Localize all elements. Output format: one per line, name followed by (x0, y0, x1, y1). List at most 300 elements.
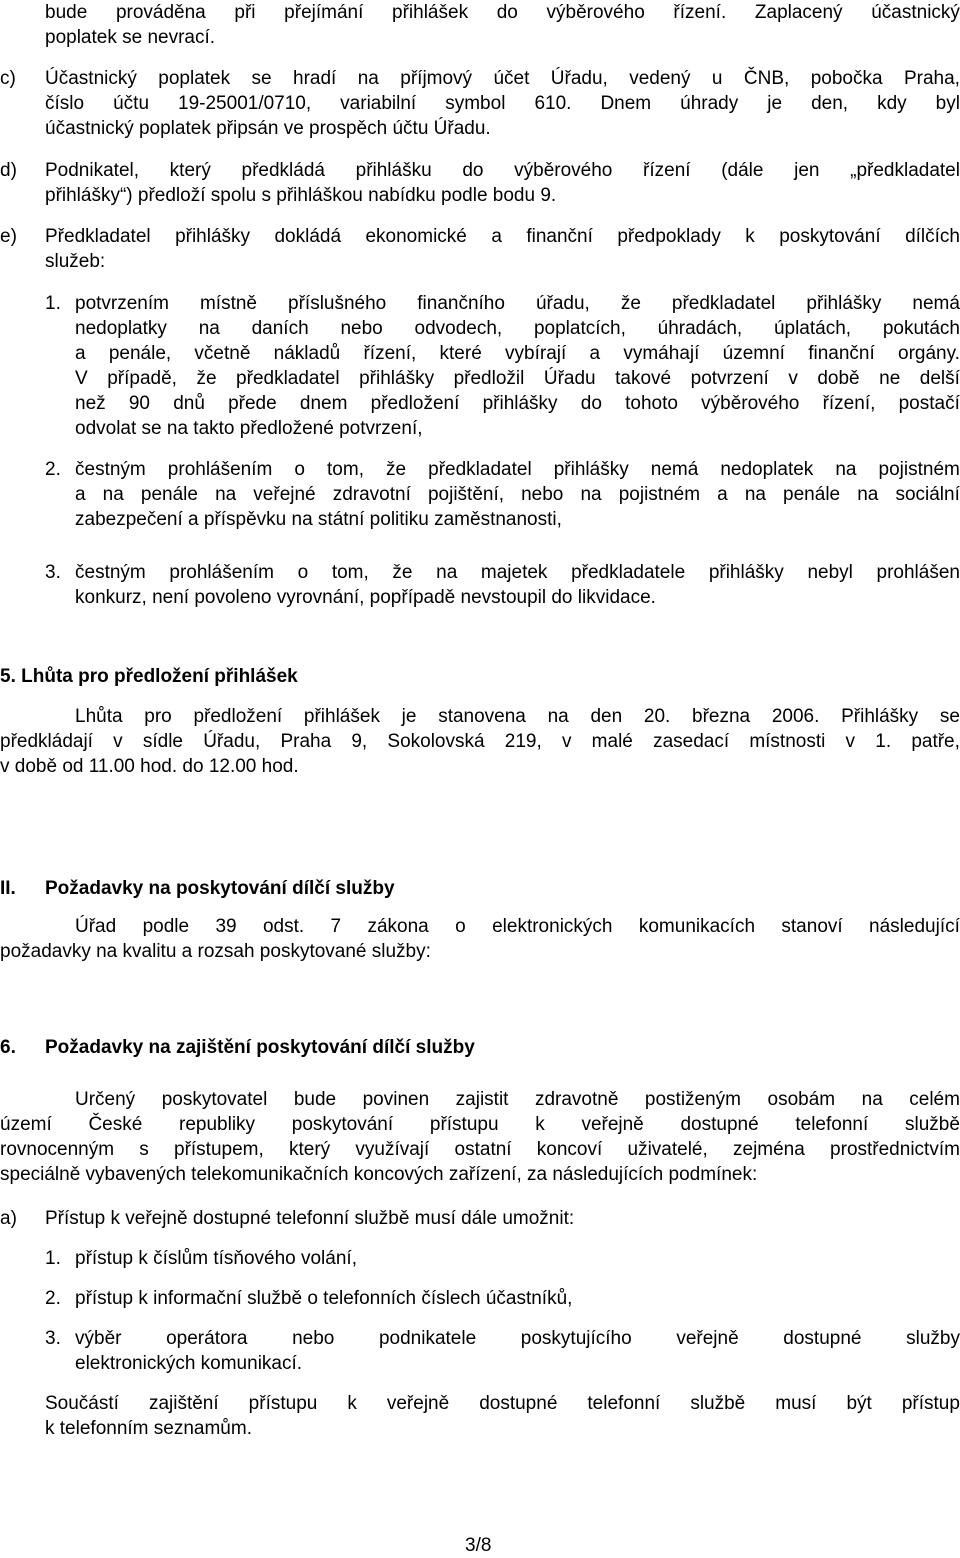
item-e-line-1 (45, 224, 960, 249)
word: který (169, 160, 211, 181)
word: veřejně (581, 1114, 644, 1135)
word: pojistném (618, 484, 701, 505)
item-e-line-2: služeb: (45, 251, 106, 272)
justified-line (45, 91, 960, 116)
word: přihlášek (303, 706, 380, 727)
word: předložení (193, 706, 283, 727)
word: úřadu, (535, 293, 590, 314)
word: nedoplatky (75, 318, 167, 339)
word: 20. (643, 706, 671, 727)
word: dokládá (274, 226, 342, 247)
word: patře, (911, 731, 960, 752)
word: územní (722, 343, 785, 364)
word: službě (904, 1114, 960, 1135)
word: účastnický (871, 2, 960, 23)
word: přístupu (248, 1393, 318, 1414)
section-6-line-3 (0, 1137, 960, 1162)
word: V (75, 368, 88, 389)
word: nákladů (273, 343, 341, 364)
word: penále, (108, 343, 172, 364)
word: včetně (194, 343, 251, 364)
word: do (462, 160, 484, 181)
word: stanoví (781, 916, 843, 937)
section-6-line-1 (75, 1087, 960, 1112)
item-e3-marker: 3. (45, 562, 61, 583)
word: telefonní (587, 1393, 661, 1414)
word: přihlášku (355, 160, 432, 181)
word: veřejně (676, 1328, 739, 1349)
word: služby (906, 1328, 960, 1349)
word: že (386, 459, 407, 480)
section-6-line-2 (0, 1112, 960, 1137)
word: přihlášky (175, 226, 251, 247)
word: příslušného (288, 293, 387, 314)
justified-line (75, 341, 960, 366)
word: do (496, 2, 518, 23)
item-e2-line-3: zabezpečení a příspěvku na státní politiku zaměstnanosti, (75, 509, 562, 530)
word: 7 (330, 916, 342, 937)
justified-line (75, 366, 960, 391)
word: výběr (75, 1328, 122, 1349)
word: telefonní (795, 1114, 869, 1135)
word: předložil (453, 368, 525, 389)
word: takové (615, 368, 672, 389)
word: řízení, (363, 343, 417, 364)
word: dílčích (905, 226, 960, 247)
word: pokutách (882, 318, 960, 339)
word: prostřednictvím (830, 1139, 960, 1160)
word: k (535, 1114, 545, 1135)
word: dnů (173, 393, 205, 414)
word: tohoto (625, 393, 678, 414)
word: potvrzení (690, 368, 769, 389)
word: předkládají (0, 731, 93, 752)
justified-line (75, 914, 960, 939)
item-6a2-marker: 2. (45, 1288, 61, 1309)
word: je (767, 93, 783, 114)
item-6a3-line-1 (75, 1326, 960, 1351)
word: nebyl (807, 562, 853, 583)
word: prováděna (115, 2, 206, 23)
word: pobočka (810, 68, 883, 89)
word: celém (909, 1089, 960, 1110)
word: finančního (417, 293, 505, 314)
word: číslo (45, 93, 85, 114)
item-e1-line-1 (75, 291, 960, 316)
word: dnem (299, 393, 348, 414)
word: 9, (351, 731, 368, 752)
word: variabilní (340, 93, 417, 114)
word: účet (493, 68, 530, 89)
section-II-marker: II. (0, 878, 16, 899)
word: účtu (113, 93, 150, 114)
word: Sokolovská (387, 731, 485, 752)
word: Zaplacený (754, 2, 843, 23)
word: hradí (293, 68, 337, 89)
word: u (711, 68, 723, 89)
item-6a1-line-1: přístup k číslům tísňového volání, (75, 1248, 357, 1269)
word: úhradách, (657, 318, 743, 339)
word: řízení. (673, 2, 727, 23)
word: České (88, 1114, 143, 1135)
word: nebo (521, 484, 564, 505)
word: vymáhají (623, 343, 700, 364)
word: na (744, 484, 766, 505)
word: vedený (629, 68, 691, 89)
word: stanovena (438, 706, 526, 727)
word: jen (794, 160, 820, 181)
word: Lhůta (75, 706, 123, 727)
justified-line (45, 1391, 960, 1416)
word: při (234, 2, 256, 23)
word: Praha, (903, 68, 960, 89)
justified-line (45, 0, 960, 25)
word: ne (879, 368, 901, 389)
word: poskytování (779, 226, 881, 247)
word: místně (199, 293, 258, 314)
word: pojištění, (427, 484, 505, 505)
item-e1-line-2 (75, 316, 960, 341)
item-e1-marker: 1. (45, 293, 61, 314)
word: prohlášen (876, 562, 960, 583)
word: o (297, 562, 309, 583)
word: přístupem, (174, 1139, 264, 1160)
word: řízení, (822, 393, 876, 414)
item-6a-text: Přístup k veřejně dostupné telefonní službě musí dále umožnit: (45, 1208, 575, 1229)
word: na (357, 68, 379, 89)
word: přede (228, 393, 277, 414)
justified-line (0, 1112, 960, 1137)
word: přejímání (284, 2, 364, 23)
word: a (75, 484, 86, 505)
word: Účastnický (45, 68, 137, 89)
word: (dále (721, 160, 764, 181)
section-II-heading: Požadavky na poskytování dílčí služby (45, 878, 395, 899)
word: o (294, 459, 305, 480)
word: době (817, 368, 860, 389)
word: že (620, 293, 641, 314)
word: řízení (643, 160, 691, 181)
word: Předkladatel (45, 226, 151, 247)
item-c-marker: c) (0, 68, 16, 89)
word: ČNB, (743, 68, 790, 89)
word: předkladatel (671, 293, 776, 314)
item-6a1-marker: 1. (45, 1248, 61, 1269)
word: na (861, 1089, 883, 1110)
justified-line (75, 291, 960, 316)
word: nemá (650, 459, 699, 480)
word: pojistném (878, 459, 960, 480)
word: předkládá (241, 160, 325, 181)
justified-line (75, 560, 960, 585)
word: ostatní (454, 1139, 512, 1160)
justified-line (75, 316, 960, 341)
word: předkladatele (571, 562, 686, 583)
word: rovnocenným (0, 1139, 115, 1160)
word: Úřadu (543, 368, 596, 389)
word: výběrového (546, 2, 645, 23)
word: veřejné (253, 484, 316, 505)
item-d-line-1 (45, 158, 960, 183)
word: 19-25001/0710, (178, 93, 312, 114)
word: a (491, 226, 502, 247)
word: k (745, 226, 755, 247)
word: byl (935, 93, 960, 114)
word: republiky (179, 1114, 256, 1135)
word: na (102, 484, 124, 505)
word: na (835, 459, 857, 480)
section-6-heading: Požadavky na zajištění poskytování dílčí služby (45, 1037, 475, 1058)
word: přihlášky (482, 393, 558, 414)
item-6a-closing-line-1 (45, 1391, 960, 1416)
word: odvodech, (414, 318, 503, 339)
section-5-line-1 (75, 704, 960, 729)
word: poskytovatel (161, 1089, 268, 1110)
word: zajištění (148, 1393, 219, 1414)
word: přihlášky (359, 368, 435, 389)
word: Určený (75, 1089, 136, 1110)
word: Přihlášky (841, 706, 919, 727)
word: odst. (262, 916, 305, 937)
item-e-marker: e) (0, 226, 17, 247)
word: podle (142, 916, 190, 937)
section-II-line-1 (75, 914, 960, 939)
word: 39 (215, 916, 237, 937)
word: postačí (898, 393, 960, 414)
word: den, (811, 93, 849, 114)
word: který (288, 1139, 331, 1160)
word: nemá (912, 293, 960, 314)
word: Podnikatel, (45, 160, 140, 181)
word: a (717, 484, 728, 505)
word: podnikatele (378, 1328, 477, 1349)
item-e1-line-3 (75, 341, 960, 366)
word: že (196, 368, 217, 389)
word: v (845, 731, 856, 752)
word: příjmový (400, 68, 473, 89)
item-6a-closing-line-2: k telefonním seznamům. (45, 1418, 252, 1439)
word: prohlášením (169, 562, 274, 583)
justified-line (75, 704, 960, 729)
word: vybírají (505, 343, 567, 364)
word: 2006. (771, 706, 820, 727)
item-e2-marker: 2. (45, 459, 61, 480)
word: na (547, 706, 569, 727)
justified-line (75, 391, 960, 416)
word: přihlášky (708, 562, 784, 583)
word: koncoví (536, 1139, 603, 1160)
section-II-line-2: požadavky na kvalitu a rozsah poskytované služby: (0, 941, 431, 962)
word: přihlášky (553, 459, 629, 480)
word: elektronických (492, 916, 613, 937)
word: potvrzením (75, 293, 169, 314)
justified-line (75, 457, 960, 482)
justified-line (75, 1087, 960, 1112)
item-c-line-3: účastnický poplatek připsán ve prospěch účtu Úřadu. (45, 118, 491, 139)
word: nebo (292, 1328, 335, 1349)
word: daních (251, 318, 309, 339)
word: Úřadu, (550, 68, 608, 89)
word: že (392, 562, 413, 583)
word: zejména (733, 1139, 805, 1160)
item-e1-line-5 (75, 391, 960, 416)
word: v (561, 731, 572, 752)
word: než (75, 393, 106, 414)
item-6a3-line-2: elektronických komunikací. (75, 1353, 303, 1374)
word: poskytování (291, 1114, 394, 1135)
word: dostupné (783, 1328, 862, 1349)
section-5-line-3: v době od 11.00 hod. do 12.00 hod. (0, 756, 299, 777)
word: musí (775, 1393, 817, 1414)
item-e2-line-2 (75, 482, 960, 507)
word: bude (45, 2, 88, 23)
word: pro (144, 706, 172, 727)
justified-line (0, 1137, 960, 1162)
section-5-line-2 (0, 729, 960, 754)
word: orgány. (898, 343, 960, 364)
word: k (347, 1393, 357, 1414)
word: penále (140, 484, 198, 505)
word: penále (783, 484, 841, 505)
top-line-2: poplatek se nevrací. (45, 27, 216, 48)
page-number: 3/8 (465, 1535, 492, 1556)
word: poplatek (158, 68, 231, 89)
justified-line (75, 1326, 960, 1351)
justified-line (45, 66, 960, 91)
word: v (788, 368, 798, 389)
word: čestným (75, 459, 146, 480)
item-6a3-marker: 3. (45, 1328, 61, 1349)
word: tom, (327, 459, 364, 480)
word: zákona (367, 916, 429, 937)
word: a (589, 343, 601, 364)
word: o (455, 916, 466, 937)
item-e1-line-4 (75, 366, 960, 391)
word: Dnem (600, 93, 652, 114)
word: do (580, 393, 602, 414)
word: finanční (526, 226, 593, 247)
item-d-marker: d) (0, 160, 17, 181)
word: čestným (75, 562, 146, 583)
word: na (436, 562, 458, 583)
word: přístupu (429, 1114, 499, 1135)
word: Úřadu, (203, 731, 261, 752)
word: úplatách, (773, 318, 852, 339)
word: veřejně (386, 1393, 450, 1414)
justified-line (0, 729, 960, 754)
item-6a-marker: a) (0, 1208, 17, 1229)
word: poplatcích, (533, 318, 626, 339)
word: Součástí (45, 1393, 119, 1414)
word: území (0, 1114, 52, 1135)
word: na (198, 318, 220, 339)
word: přístup (901, 1393, 960, 1414)
word: přihlášky (806, 293, 882, 314)
item-e2-line-1 (75, 457, 960, 482)
word: 1. (875, 731, 892, 752)
word: zdravotně (534, 1089, 619, 1110)
word: povinen (362, 1089, 430, 1110)
top-line-1 (45, 0, 960, 25)
word: komunikacích (638, 916, 756, 937)
word: na (215, 484, 237, 505)
word: nedoplatek (720, 459, 814, 480)
item-e3-line-2: konkurz, není povoleno vyrovnání, popřípadě nevstoupil do likvidace. (75, 587, 656, 608)
word: je (401, 706, 417, 727)
section-5-heading: 5. Lhůta pro předložení přihlášek (0, 666, 298, 687)
word: úhrady (680, 93, 739, 114)
word: „předkladatel (850, 160, 960, 181)
word: v (113, 731, 123, 752)
item-e3-line-1 (75, 560, 960, 585)
word: 90 (128, 393, 150, 414)
word: se (251, 68, 272, 89)
word: výběrového (514, 160, 613, 181)
word: Praha (280, 731, 332, 752)
word: předložení (370, 393, 460, 414)
word: na (580, 484, 602, 505)
word: být (846, 1393, 872, 1414)
word: zasedací (653, 731, 730, 752)
word: předkladatel (428, 459, 532, 480)
item-c-line-1 (45, 66, 960, 91)
section-6-line-4: speciálně vybavených telekomunikačních koncových zařízení, za následujících podmínek: (0, 1164, 758, 1185)
word: dostupné (479, 1393, 558, 1414)
word: případě, (107, 368, 177, 389)
justified-line (75, 482, 960, 507)
word: které (439, 343, 482, 364)
word: zajistit (455, 1089, 509, 1110)
word: místnosti (749, 731, 826, 752)
item-6a2-line-1: přístup k informační službě o telefonních číslech účastníků, (75, 1288, 573, 1309)
word: službě (690, 1393, 746, 1414)
item-d-line-2: přihlášky“) předloží spolu s přihláškou nabídku podle bodu 9. (45, 185, 557, 206)
item-c-line-2 (45, 91, 960, 116)
word: majetek (480, 562, 548, 583)
word: ekonomické (365, 226, 467, 247)
word: 610. (534, 93, 572, 114)
word: symbol (445, 93, 506, 114)
word: sídle (142, 731, 183, 752)
item-e1-line-6: odvolat se na takto předložené potvrzení, (75, 418, 423, 439)
word: 219, (504, 731, 542, 752)
word: uživatelé, (627, 1139, 708, 1160)
word: osobám (767, 1089, 836, 1110)
word: sociální (895, 484, 960, 505)
word: výběrového (701, 393, 800, 414)
word: s (139, 1139, 149, 1160)
word: na (857, 484, 879, 505)
word: delší (919, 368, 960, 389)
word: prohlášením (167, 459, 273, 480)
word: předpoklady (617, 226, 721, 247)
word: den (590, 706, 623, 727)
word: malé (591, 731, 633, 752)
word: bude (293, 1089, 337, 1110)
section-6-marker: 6. (0, 1037, 16, 1058)
word: poskytujícího (520, 1328, 632, 1349)
word: přihlášek (392, 2, 469, 23)
word: kdy (877, 93, 907, 114)
justified-line (45, 158, 960, 183)
word: finanční (808, 343, 875, 364)
word: března (692, 706, 751, 727)
word: následující (869, 916, 960, 937)
word: využívají (355, 1139, 430, 1160)
word: zdravotní (332, 484, 411, 505)
justified-line (45, 224, 960, 249)
word: dostupné (680, 1114, 759, 1135)
